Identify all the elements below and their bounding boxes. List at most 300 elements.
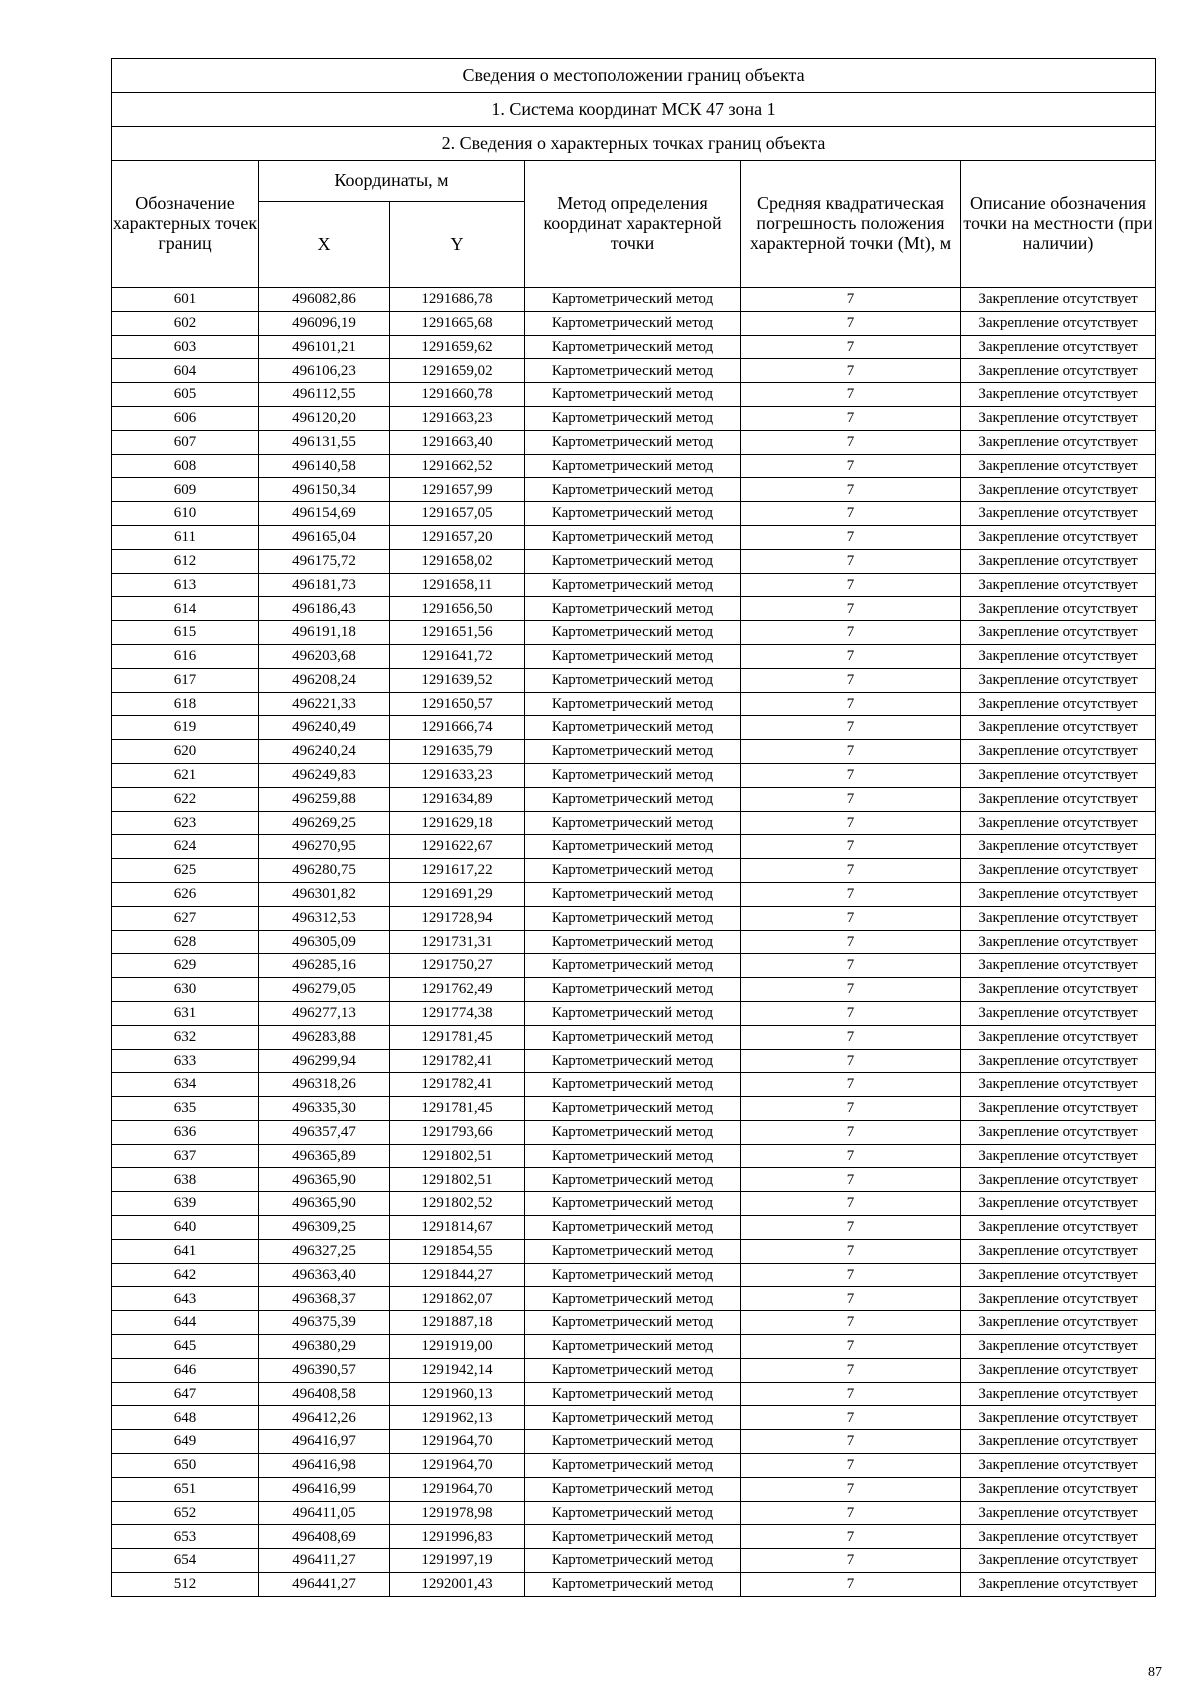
table-row	[112, 1287, 1156, 1311]
cell-method: Картометрический метод	[525, 906, 741, 930]
cell-x: 496240,49	[259, 716, 390, 740]
cell-description: Закрепление отсутствует	[961, 787, 1156, 811]
cell-y: 1291656,50	[390, 597, 525, 621]
cell-description: Закрепление отсутствует	[961, 1263, 1156, 1287]
cell-point: 625	[112, 859, 259, 883]
cell-method: Картометрический метод	[525, 954, 741, 978]
table-row	[112, 1049, 1156, 1073]
cell-point: 639	[112, 1192, 259, 1216]
table-row	[112, 954, 1156, 978]
cell-error: 7	[741, 1335, 961, 1359]
cell-error: 7	[741, 502, 961, 526]
cell-y: 1291802,52	[390, 1192, 525, 1216]
cell-point: 642	[112, 1263, 259, 1287]
cell-point: 637	[112, 1144, 259, 1168]
cell-error: 7	[741, 1573, 961, 1597]
cell-point: 648	[112, 1406, 259, 1430]
table-row	[112, 1120, 1156, 1144]
table-row	[112, 859, 1156, 883]
cell-point: 622	[112, 787, 259, 811]
table-row	[112, 1192, 1156, 1216]
cell-description: Закрепление отсутствует	[961, 549, 1156, 573]
cell-error: 7	[741, 311, 961, 335]
cell-error: 7	[741, 859, 961, 883]
cell-description: Закрепление отсутствует	[961, 383, 1156, 407]
cell-method: Картометрический метод	[525, 1097, 741, 1121]
cell-x: 496203,68	[259, 644, 390, 668]
cell-point: 640	[112, 1216, 259, 1240]
cell-x: 496411,05	[259, 1501, 390, 1525]
section-title: 2. Сведения о характерных точках границ объекта	[112, 127, 1156, 161]
cell-method: Картометрический метод	[525, 454, 741, 478]
cell-description: Закрепление отсутствует	[961, 1454, 1156, 1478]
table-row	[112, 311, 1156, 335]
cell-point: 649	[112, 1430, 259, 1454]
cell-x: 496327,25	[259, 1239, 390, 1263]
table-row	[112, 1311, 1156, 1335]
cell-description: Закрепление отсутствует	[961, 1549, 1156, 1573]
cell-x: 496416,98	[259, 1454, 390, 1478]
table-row	[112, 882, 1156, 906]
table-row	[112, 1001, 1156, 1025]
cell-x: 496112,55	[259, 383, 390, 407]
cell-y: 1291964,70	[390, 1477, 525, 1501]
cell-description: Закрепление отсутствует	[961, 1406, 1156, 1430]
table-row	[112, 1358, 1156, 1382]
cell-point: 629	[112, 954, 259, 978]
cell-point: 624	[112, 835, 259, 859]
cell-point: 606	[112, 406, 259, 430]
cell-y: 1292001,43	[390, 1573, 525, 1597]
cell-method: Картометрический метод	[525, 1239, 741, 1263]
table-row	[112, 740, 1156, 764]
cell-x: 496285,16	[259, 954, 390, 978]
cell-description: Закрепление отсутствует	[961, 1430, 1156, 1454]
cell-description: Закрепление отсутствует	[961, 478, 1156, 502]
cell-description: Закрепление отсутствует	[961, 954, 1156, 978]
cell-method: Картометрический метод	[525, 1358, 741, 1382]
cell-error: 7	[741, 787, 961, 811]
cell-error: 7	[741, 1311, 961, 1335]
table-row	[112, 1073, 1156, 1097]
cell-x: 496131,55	[259, 430, 390, 454]
coordinates-document	[111, 58, 1155, 1597]
cell-method: Картометрический метод	[525, 811, 741, 835]
cell-description: Закрепление отсутствует	[961, 502, 1156, 526]
cell-point: 643	[112, 1287, 259, 1311]
table-row	[112, 430, 1156, 454]
cell-error: 7	[741, 954, 961, 978]
cell-method: Картометрический метод	[525, 1382, 741, 1406]
cell-method: Картометрический метод	[525, 478, 741, 502]
cell-method: Картометрический метод	[525, 573, 741, 597]
cell-method: Картометрический метод	[525, 859, 741, 883]
cell-error: 7	[741, 1263, 961, 1287]
cell-y: 1291633,23	[390, 763, 525, 787]
cell-error: 7	[741, 1477, 961, 1501]
cell-point: 647	[112, 1382, 259, 1406]
cell-y: 1291854,55	[390, 1239, 525, 1263]
table-row	[112, 549, 1156, 573]
table-row	[112, 668, 1156, 692]
cell-description: Закрепление отсутствует	[961, 430, 1156, 454]
cell-y: 1291782,41	[390, 1073, 525, 1097]
cell-y: 1291802,51	[390, 1144, 525, 1168]
cell-point: 621	[112, 763, 259, 787]
cell-point: 652	[112, 1501, 259, 1525]
cell-error: 7	[741, 811, 961, 835]
cell-x: 496416,99	[259, 1477, 390, 1501]
table-row	[112, 716, 1156, 740]
cell-x: 496280,75	[259, 859, 390, 883]
cell-x: 496186,43	[259, 597, 390, 621]
cell-description: Закрепление отсутствует	[961, 1192, 1156, 1216]
cell-method: Картометрический метод	[525, 1263, 741, 1287]
cell-description: Закрепление отсутствует	[961, 1335, 1156, 1359]
cell-method: Картометрический метод	[525, 359, 741, 383]
cell-method: Картометрический метод	[525, 406, 741, 430]
cell-error: 7	[741, 1406, 961, 1430]
cell-description: Закрепление отсутствует	[961, 1573, 1156, 1597]
cell-point: 612	[112, 549, 259, 573]
cell-description: Закрепление отсутствует	[961, 716, 1156, 740]
table-row	[112, 383, 1156, 407]
cell-x: 496301,82	[259, 882, 390, 906]
cell-y: 1291635,79	[390, 740, 525, 764]
cell-description: Закрепление отсутствует	[961, 644, 1156, 668]
cell-error: 7	[741, 430, 961, 454]
cell-point: 641	[112, 1239, 259, 1263]
cell-x: 496357,47	[259, 1120, 390, 1144]
cell-method: Картометрический метод	[525, 335, 741, 359]
cell-method: Картометрический метод	[525, 525, 741, 549]
cell-method: Картометрический метод	[525, 740, 741, 764]
cell-error: 7	[741, 882, 961, 906]
col-header-x: X	[259, 202, 390, 288]
cell-error: 7	[741, 359, 961, 383]
table-row	[112, 978, 1156, 1002]
cell-error: 7	[741, 978, 961, 1002]
cell-method: Картометрический метод	[525, 549, 741, 573]
table-title: Сведения о местоположении границ объекта	[112, 59, 1156, 93]
cell-method: Картометрический метод	[525, 1216, 741, 1240]
table-body	[112, 288, 1156, 1597]
cell-description: Закрепление отсутствует	[961, 1144, 1156, 1168]
cell-y: 1291997,19	[390, 1549, 525, 1573]
table-row	[112, 1406, 1156, 1430]
table-row	[112, 1216, 1156, 1240]
table-row	[112, 502, 1156, 526]
cell-point: 602	[112, 311, 259, 335]
cell-method: Картометрический метод	[525, 1192, 741, 1216]
table-row	[112, 1430, 1156, 1454]
cell-point: 650	[112, 1454, 259, 1478]
cell-error: 7	[741, 597, 961, 621]
table-row	[112, 811, 1156, 835]
cell-description: Закрепление отсутствует	[961, 525, 1156, 549]
cell-description: Закрепление отсутствует	[961, 1358, 1156, 1382]
cell-point: 611	[112, 525, 259, 549]
cell-point: 603	[112, 335, 259, 359]
table-row	[112, 1263, 1156, 1287]
cell-point: 609	[112, 478, 259, 502]
cell-x: 496441,27	[259, 1573, 390, 1597]
table-row	[112, 1097, 1156, 1121]
cell-method: Картометрический метод	[525, 1406, 741, 1430]
table-row	[112, 621, 1156, 645]
cell-error: 7	[741, 1025, 961, 1049]
cell-description: Закрепление отсутствует	[961, 1073, 1156, 1097]
cell-point: 634	[112, 1073, 259, 1097]
cell-description: Закрепление отсутствует	[961, 1049, 1156, 1073]
cell-description: Закрепление отсутствует	[961, 573, 1156, 597]
cell-y: 1291802,51	[390, 1168, 525, 1192]
cell-x: 496365,89	[259, 1144, 390, 1168]
cell-method: Картометрический метод	[525, 1287, 741, 1311]
cell-y: 1291793,66	[390, 1120, 525, 1144]
cell-error: 7	[741, 1168, 961, 1192]
cell-y: 1291960,13	[390, 1382, 525, 1406]
cell-y: 1291665,68	[390, 311, 525, 335]
cell-y: 1291750,27	[390, 954, 525, 978]
cell-method: Картометрический метод	[525, 311, 741, 335]
cell-method: Картометрический метод	[525, 1430, 741, 1454]
cell-x: 496279,05	[259, 978, 390, 1002]
cell-error: 7	[741, 1001, 961, 1025]
cell-point: 613	[112, 573, 259, 597]
table-row	[112, 406, 1156, 430]
cell-point: 633	[112, 1049, 259, 1073]
table-row	[112, 573, 1156, 597]
cell-x: 496283,88	[259, 1025, 390, 1049]
cell-point: 646	[112, 1358, 259, 1382]
cell-method: Картометрический метод	[525, 1120, 741, 1144]
cell-description: Закрепление отсутствует	[961, 882, 1156, 906]
cell-method: Картометрический метод	[525, 288, 741, 312]
cell-x: 496277,13	[259, 1001, 390, 1025]
cell-x: 496390,57	[259, 1358, 390, 1382]
table-row	[112, 930, 1156, 954]
cell-method: Картометрический метод	[525, 668, 741, 692]
cell-error: 7	[741, 335, 961, 359]
cell-y: 1291964,70	[390, 1454, 525, 1478]
cell-point: 620	[112, 740, 259, 764]
cell-point: 628	[112, 930, 259, 954]
cell-y: 1291691,29	[390, 882, 525, 906]
cell-error: 7	[741, 740, 961, 764]
cell-x: 496363,40	[259, 1263, 390, 1287]
cell-error: 7	[741, 1144, 961, 1168]
cell-description: Закрепление отсутствует	[961, 668, 1156, 692]
cell-x: 496154,69	[259, 502, 390, 526]
cell-y: 1291919,00	[390, 1335, 525, 1359]
cell-x: 496175,72	[259, 549, 390, 573]
cell-error: 7	[741, 692, 961, 716]
table-row	[112, 525, 1156, 549]
table-row	[112, 1501, 1156, 1525]
cell-description: Закрепление отсутствует	[961, 1382, 1156, 1406]
cell-x: 496240,24	[259, 740, 390, 764]
cell-x: 496208,24	[259, 668, 390, 692]
cell-x: 496106,23	[259, 359, 390, 383]
table-row	[112, 1525, 1156, 1549]
col-header-designation: Обозначение характерных точек границ	[112, 161, 259, 288]
cell-y: 1291782,41	[390, 1049, 525, 1073]
cell-method: Картометрический метод	[525, 430, 741, 454]
cell-error: 7	[741, 1049, 961, 1073]
cell-x: 496375,39	[259, 1311, 390, 1335]
table-row	[112, 906, 1156, 930]
cell-x: 496269,25	[259, 811, 390, 835]
cell-description: Закрепление отсутствует	[961, 1168, 1156, 1192]
cell-point: 607	[112, 430, 259, 454]
cell-y: 1291781,45	[390, 1025, 525, 1049]
cell-error: 7	[741, 525, 961, 549]
cell-method: Картометрический метод	[525, 1025, 741, 1049]
cell-y: 1291659,02	[390, 359, 525, 383]
cell-x: 496101,21	[259, 335, 390, 359]
col-header-method: Метод определения координат характерной точки	[525, 161, 741, 288]
cell-y: 1291662,52	[390, 454, 525, 478]
cell-y: 1291659,62	[390, 335, 525, 359]
cell-description: Закрепление отсутствует	[961, 692, 1156, 716]
cell-description: Закрепление отсутствует	[961, 740, 1156, 764]
cell-description: Закрепление отсутствует	[961, 1120, 1156, 1144]
cell-method: Картометрический метод	[525, 1049, 741, 1073]
cell-method: Картометрический метод	[525, 787, 741, 811]
cell-method: Картометрический метод	[525, 1144, 741, 1168]
col-header-error: Средняя квадратическая погрешность положения характерной точки (Mt), м	[741, 161, 961, 288]
cell-description: Закрепление отсутствует	[961, 1216, 1156, 1240]
cell-x: 496096,19	[259, 311, 390, 335]
cell-error: 7	[741, 668, 961, 692]
cell-error: 7	[741, 1525, 961, 1549]
cell-y: 1291781,45	[390, 1097, 525, 1121]
cell-error: 7	[741, 454, 961, 478]
cell-y: 1291814,67	[390, 1216, 525, 1240]
cell-x: 496335,30	[259, 1097, 390, 1121]
cell-y: 1291666,74	[390, 716, 525, 740]
cell-point: 617	[112, 668, 259, 692]
cell-error: 7	[741, 406, 961, 430]
cell-error: 7	[741, 930, 961, 954]
cell-point: 653	[112, 1525, 259, 1549]
cell-description: Закрепление отсутствует	[961, 621, 1156, 645]
cell-x: 496305,09	[259, 930, 390, 954]
cell-error: 7	[741, 1097, 961, 1121]
cell-x: 496365,90	[259, 1168, 390, 1192]
table-row	[112, 1144, 1156, 1168]
cell-y: 1291641,72	[390, 644, 525, 668]
cell-method: Картометрический метод	[525, 1573, 741, 1597]
cell-method: Картометрический метод	[525, 502, 741, 526]
cell-y: 1291658,11	[390, 573, 525, 597]
cell-description: Закрепление отсутствует	[961, 811, 1156, 835]
cell-y: 1291978,98	[390, 1501, 525, 1525]
cell-method: Картометрический метод	[525, 1335, 741, 1359]
cell-error: 7	[741, 644, 961, 668]
cell-error: 7	[741, 1216, 961, 1240]
cell-y: 1291651,56	[390, 621, 525, 645]
table-row	[112, 1239, 1156, 1263]
cell-x: 496365,90	[259, 1192, 390, 1216]
cell-point: 618	[112, 692, 259, 716]
cell-y: 1291686,78	[390, 288, 525, 312]
cell-x: 496165,04	[259, 525, 390, 549]
cell-point: 512	[112, 1573, 259, 1597]
cell-description: Закрепление отсутствует	[961, 859, 1156, 883]
cell-method: Картометрический метод	[525, 692, 741, 716]
cell-y: 1291657,05	[390, 502, 525, 526]
cell-x: 496299,94	[259, 1049, 390, 1073]
cell-x: 496249,83	[259, 763, 390, 787]
cell-y: 1291762,49	[390, 978, 525, 1002]
cell-error: 7	[741, 1192, 961, 1216]
cell-description: Закрепление отсутствует	[961, 906, 1156, 930]
cell-y: 1291657,99	[390, 478, 525, 502]
cell-description: Закрепление отсутствует	[961, 1239, 1156, 1263]
cell-x: 496380,29	[259, 1335, 390, 1359]
cell-description: Закрепление отсутствует	[961, 335, 1156, 359]
cell-method: Картометрический метод	[525, 716, 741, 740]
cell-error: 7	[741, 1073, 961, 1097]
cell-error: 7	[741, 1287, 961, 1311]
cell-method: Картометрический метод	[525, 621, 741, 645]
cell-y: 1291774,38	[390, 1001, 525, 1025]
cell-error: 7	[741, 906, 961, 930]
coordinate-system: 1. Система координат МСК 47 зона 1	[112, 93, 1156, 127]
cell-error: 7	[741, 1120, 961, 1144]
cell-error: 7	[741, 716, 961, 740]
cell-method: Картометрический метод	[525, 644, 741, 668]
cell-point: 636	[112, 1120, 259, 1144]
cell-y: 1291996,83	[390, 1525, 525, 1549]
cell-y: 1291962,13	[390, 1406, 525, 1430]
cell-y: 1291964,70	[390, 1430, 525, 1454]
cell-error: 7	[741, 1501, 961, 1525]
cell-error: 7	[741, 763, 961, 787]
cell-y: 1291660,78	[390, 383, 525, 407]
cell-point: 635	[112, 1097, 259, 1121]
cell-method: Картометрический метод	[525, 882, 741, 906]
cell-y: 1291639,52	[390, 668, 525, 692]
cell-error: 7	[741, 1454, 961, 1478]
cell-method: Картометрический метод	[525, 978, 741, 1002]
cell-description: Закрепление отсутствует	[961, 311, 1156, 335]
cell-point: 601	[112, 288, 259, 312]
col-header-coords: Координаты, м	[259, 161, 525, 202]
cell-description: Закрепление отсутствует	[961, 835, 1156, 859]
cell-x: 496368,37	[259, 1287, 390, 1311]
table-row	[112, 1025, 1156, 1049]
cell-x: 496082,86	[259, 288, 390, 312]
table-row	[112, 1335, 1156, 1359]
cell-description: Закрепление отсутствует	[961, 359, 1156, 383]
cell-point: 604	[112, 359, 259, 383]
cell-y: 1291657,20	[390, 525, 525, 549]
cell-description: Закрепление отсутствует	[961, 1287, 1156, 1311]
table-row	[112, 787, 1156, 811]
cell-x: 496411,27	[259, 1549, 390, 1573]
cell-y: 1291942,14	[390, 1358, 525, 1382]
cell-point: 630	[112, 978, 259, 1002]
boundary-points-table	[111, 58, 1156, 1597]
cell-y: 1291634,89	[390, 787, 525, 811]
cell-description: Закрепление отсутствует	[961, 288, 1156, 312]
cell-method: Картометрический метод	[525, 597, 741, 621]
cell-point: 614	[112, 597, 259, 621]
cell-method: Картометрический метод	[525, 1454, 741, 1478]
